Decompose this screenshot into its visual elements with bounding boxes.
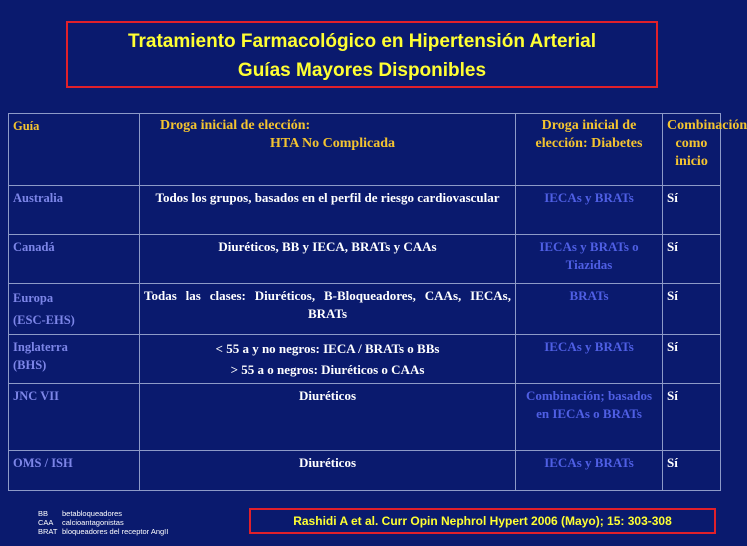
row-combination: Sí bbox=[663, 384, 721, 451]
header-guide: Guía bbox=[9, 114, 140, 186]
header-initial-line-2: HTA No Complicada bbox=[270, 136, 395, 151]
table-row bbox=[9, 384, 721, 451]
legend-item bbox=[38, 518, 168, 527]
row-initial-line-2: > 55 a o negros: Diuréticos o CAAs bbox=[230, 362, 425, 377]
legend-abbr: CAA bbox=[38, 518, 54, 527]
row-diabetes: IECAs y BRATs bbox=[516, 186, 663, 235]
title-line-1: Tratamiento Farmacológico en Hipertensión Arterial bbox=[127, 31, 597, 52]
guidelines-table bbox=[8, 113, 747, 491]
table-row bbox=[9, 284, 721, 335]
header-initial-drug bbox=[140, 114, 516, 186]
row-guide: Australia bbox=[9, 186, 140, 235]
row-diabetes: IECAs y BRATs o Tiazidas bbox=[516, 235, 663, 284]
title-line-2: Guías Mayores Disponibles bbox=[237, 60, 487, 81]
row-initial-drug bbox=[140, 335, 516, 384]
row-guide: JNC VII bbox=[9, 384, 140, 451]
row-diabetes: Combinación; basados en IECAs o BRATs bbox=[516, 384, 663, 451]
reference-citation: Rashidi A et al. Curr Opin Nephrol Hypert 2006 (Mayo); 15: 303-308 bbox=[249, 508, 716, 534]
row-initial-line-1: < 55 a y no negros: IECA / BRATs o BBs bbox=[215, 341, 440, 356]
row-combination: Sí bbox=[663, 284, 721, 335]
table-row bbox=[9, 235, 721, 284]
row-initial-drug: Todas las clases: Diuréticos, B-Bloqueadores, CAAs, IECAs, BRATs bbox=[140, 284, 516, 335]
table-row bbox=[9, 451, 721, 491]
table-row bbox=[9, 335, 721, 384]
header-initial-line-1: Droga inicial de elección: bbox=[160, 118, 311, 133]
row-combination: Sí bbox=[663, 335, 721, 384]
table-header-row bbox=[9, 114, 721, 186]
row-guide: OMS / ISH bbox=[9, 451, 140, 491]
legend-text: betabloqueadores bbox=[62, 509, 123, 518]
header-combination: Combinación como inicio bbox=[663, 114, 721, 186]
row-guide: Canadá bbox=[9, 235, 140, 284]
legend-abbr: BRAT bbox=[38, 527, 58, 536]
slide-title bbox=[66, 21, 658, 88]
row-initial-drug: Diuréticos bbox=[140, 451, 516, 491]
row-guide bbox=[9, 284, 140, 335]
row-guide-line-2: (ESC-EHS) bbox=[13, 313, 75, 327]
row-combination: Sí bbox=[663, 186, 721, 235]
row-diabetes: IECAs y BRATs bbox=[516, 335, 663, 384]
header-diabetes: Droga inicial de elección: Diabetes bbox=[516, 114, 663, 186]
row-guide-line-1: Europa bbox=[13, 291, 54, 305]
row-diabetes: IECAs y BRATs bbox=[516, 451, 663, 491]
row-initial-drug: Todos los grupos, basados en el perfil de riesgo cardiovascular bbox=[140, 186, 516, 235]
legend-text: calcioantagonistas bbox=[62, 518, 124, 527]
legend-abbr: BB bbox=[38, 509, 49, 518]
legend-text: bloqueadores del receptor AngII bbox=[62, 527, 169, 536]
row-initial-drug: Diuréticos bbox=[140, 384, 516, 451]
row-guide bbox=[9, 335, 140, 384]
legend-item bbox=[38, 509, 168, 518]
table-row bbox=[9, 186, 721, 235]
legend-item bbox=[38, 527, 168, 536]
row-guide-line-2: (BHS) bbox=[13, 358, 47, 372]
row-diabetes: BRATs bbox=[516, 284, 663, 335]
row-initial-drug: Diuréticos, BB y IECA, BRATs y CAAs bbox=[140, 235, 516, 284]
row-combination: Sí bbox=[663, 451, 721, 491]
row-combination: Sí bbox=[663, 235, 721, 284]
row-guide-line-1: Inglaterra bbox=[13, 340, 68, 354]
abbreviations-legend bbox=[38, 509, 168, 536]
